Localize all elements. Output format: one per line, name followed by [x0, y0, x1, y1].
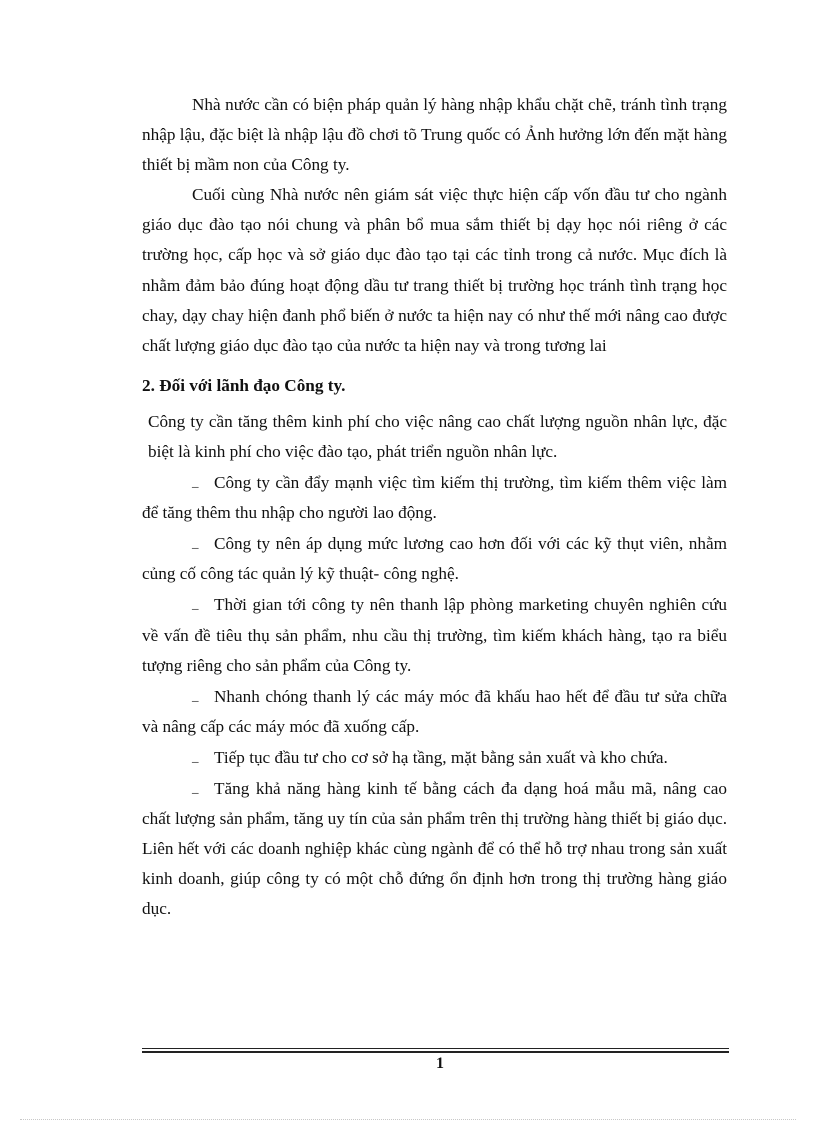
- paragraph-import-control: Nhà nước cần có biện pháp quản lý hàng nhập khẩu chặt chẽ, tránh tình trạng nhập lậu, đặc biệt là nhập lậu đồ chơi tõ Trung quốc có Ảnh hưởng lớn đến mặt hàng thiết bị mầm non của Công ty.: [142, 95, 727, 175]
- section-heading: 2. Đối với lãnh đạo Công ty.: [142, 375, 346, 395]
- bullet-dash: _: [192, 779, 199, 795]
- document-body: [142, 90, 727, 924]
- bullet-dash: _: [192, 596, 199, 612]
- bullet-text: Nhanh chóng thanh lý các máy móc đã khấu hao hết để đầu tư sửa chữa và nâng cấp các máy móc đã xuống cấp.: [142, 686, 727, 736]
- paragraph-investment-supervision: Cuối cùng Nhà nước nên giám sát việc thực hiện cấp vốn đầu tư cho ngành giáo dục đào tạo nói chung và phân bổ mua sắm thiết bị dạy học nói riêng ở các trường học, cấp học và sở giáo dục đào tạo tại các tỉnh trong cả nước. Mục đích là nhằm đảm bảo đúng hoạt động dầu tư trang thiết bị trường học tránh tình trạng học chay, dạy chay hiện đanh phổ biến ở nước ta hiện nay có như thế mới nâng cao được chất lượng giáo dục đào tạo của nước ta hiện nay và trong tương lai: [142, 185, 727, 355]
- bullet-text: Tiếp tục đầu tư cho cơ sở hạ tầng, mặt bằng sản xuất và kho chứa.: [214, 747, 668, 767]
- bullet-item: [142, 742, 727, 773]
- bullet-item: [142, 773, 727, 924]
- bullet-text: Tăng khả năng hàng kinh tế bằng cách đa dạng hoá mẫu mã, nâng cao chất lượng sản phẩm, tăng uy tín của sản phẩm trên thị trường hàng thiết bị giáo dục. Liên hết với các doanh nghiệp khác cùng ngành để có thể hỗ trợ nhau trong sản xuất kinh doanh, giúp công ty có một chỗ đứng ổn định hơn trong thị trường hàng giáo dục.: [142, 778, 727, 919]
- bullet-item: [142, 528, 727, 589]
- page-number: 1: [436, 1055, 444, 1072]
- bullet-dash: _: [192, 687, 199, 703]
- bullet-text: Công ty cần đẩy mạnh việc tìm kiếm thị trường, tìm kiếm thêm việc làm để tăng thêm thu nhập cho người lao động.: [142, 473, 727, 523]
- bullet-dash: _: [192, 474, 199, 490]
- page-bottom-dotted-border: [20, 1119, 796, 1120]
- bullet-text: Công ty nên áp dụng mức lương cao hơn đối với các kỹ thụt viên, nhằm củng cố công tác quản lý kỹ thuật- công nghệ.: [142, 534, 727, 584]
- bullet-item: [142, 589, 727, 680]
- bullet-text: Thời gian tới công ty nên thanh lập phòng marketing chuyên nghiên cứu về vấn đề tiêu thụ sản phẩm, nhu cầu thị trường, tìm kiếm khách hàng, tạo ra biểu tượng riêng cho sản phẩm của Công ty.: [142, 595, 727, 675]
- bullet-dash: _: [192, 748, 199, 764]
- paragraph-staff-funding: Công ty cần tăng thêm kinh phí cho việc nâng cao chất lượng nguồn nhân lực, đặc biệt là kinh phí cho việc đào tạo, phát triển nguồn nhân lực.: [148, 411, 727, 461]
- footer-rule-thin: [142, 1048, 729, 1049]
- footer-rule-thick: [142, 1051, 729, 1053]
- bullet-item: [142, 467, 727, 528]
- bullet-item: [142, 681, 727, 742]
- bullet-dash: _: [192, 535, 199, 551]
